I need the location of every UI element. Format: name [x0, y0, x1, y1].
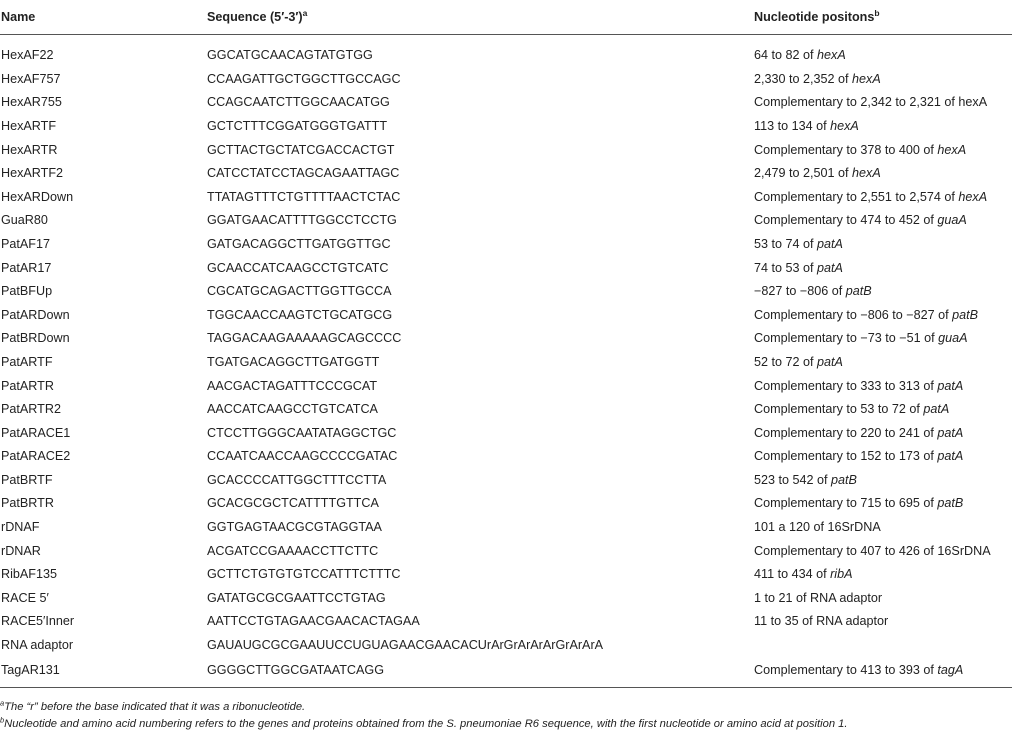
- position-text: 2,479 to 2,501 of: [754, 166, 853, 181]
- header-name: [0, 0, 206, 35]
- table-row: [0, 35, 1012, 68]
- gene-name: patA: [817, 354, 843, 369]
- primer-sequence: GCTTACTGCTATCGACCACTGT: [207, 142, 395, 157]
- nucleotide-positions: [753, 185, 1012, 209]
- position-text: 2,330 to 2,352 of: [754, 71, 853, 86]
- primer-sequence: GGCATGCAACAGTATGTGG: [207, 48, 373, 62]
- table-body: [0, 35, 1012, 688]
- primer-sequence: TGGCAACCAAGTCTGCATGCG: [207, 307, 393, 322]
- primer-sequence: GAUAUGCGCGAAUUCCUGUAGAACGAACACUrArGrArArArGrArArA: [207, 638, 604, 653]
- primer-sequence: CCAAGATTGCTGGCTTGCCAGC: [207, 71, 401, 86]
- nucleotide-positions: [753, 279, 1012, 303]
- footnote-a-mark: a: [0, 698, 5, 708]
- position-text: Complementary to 413 to 393 of: [754, 662, 938, 677]
- primer-name: PatARACE2: [1, 449, 71, 464]
- primer-name: HexARTF2: [1, 166, 64, 181]
- primer-sequence: CTCCTTGGGCAATATAGGCTGC: [207, 425, 397, 440]
- nucleotide-positions: [753, 350, 1012, 374]
- header-row: [0, 0, 1012, 35]
- header-sequence-label: Sequence (5′-3′): [207, 10, 303, 24]
- primer-sequence: CGCATGCAGACTTGGTTGCCA: [207, 284, 392, 299]
- primer-name: PatARTR: [1, 378, 54, 393]
- gene-name: patA: [937, 425, 964, 440]
- nucleotide-positions: [753, 562, 1012, 586]
- primer-sequence: GCTCTTTCGGATGGGTGATTT: [207, 118, 388, 133]
- primer-sequence: AACCATCAAGCCTGTCATCA: [207, 402, 378, 417]
- primer-sequence: GCACGCGCTCATTTTGTTCA: [207, 496, 379, 511]
- table-row: [0, 138, 1012, 162]
- table-row: [0, 657, 1012, 688]
- nucleotide-positions: [753, 209, 1012, 233]
- position-text: Complementary to 2,551 to 2,574 of: [754, 189, 959, 204]
- position-text: 74 to 53 of: [754, 260, 818, 275]
- primer-name: PatBRTF: [1, 472, 53, 487]
- header-sequence-footnote-mark: a: [302, 7, 308, 18]
- gene-name: patB: [845, 284, 872, 299]
- position-text: Complementary to 2,342 to 2,321 of hexA: [754, 95, 988, 110]
- position-text: 64 to 82 of: [754, 48, 818, 62]
- table-row: [0, 515, 1012, 539]
- table-header: [0, 0, 1012, 35]
- primer-name: PatAR17: [1, 260, 52, 275]
- table-row: [0, 492, 1012, 516]
- gene-name: guaA: [938, 331, 968, 346]
- nucleotide-positions: [753, 327, 1012, 351]
- footnote-a: [0, 699, 1012, 716]
- primer-name: rDNAR: [1, 543, 41, 558]
- gene-name: patA: [923, 402, 950, 417]
- table-row: [0, 633, 1012, 657]
- gene-name: hexA: [958, 189, 988, 204]
- primer-sequence: GATATGCGCGAATTCCTGTAG: [207, 590, 386, 605]
- primer-name: RibAF135: [1, 567, 58, 582]
- primer-name: PatARDown: [1, 307, 70, 322]
- table-row: [0, 539, 1012, 563]
- gene-name: tagA: [937, 662, 964, 677]
- primer-name: RACE 5′: [1, 590, 49, 605]
- position-text: Complementary to 378 to 400 of: [754, 142, 938, 157]
- primer-name: HexAF757: [1, 71, 61, 86]
- table-row: [0, 114, 1012, 138]
- table-row: [0, 91, 1012, 115]
- primer-name: HexAR755: [1, 95, 62, 110]
- primer-sequence: AACGACTAGATTTCCCGCAT: [207, 378, 378, 393]
- primer-sequence: TAGGACAAGAAAAAGCAGCCCC: [207, 331, 402, 346]
- footnote-b-mark: b: [0, 715, 5, 725]
- gene-name: patA: [817, 236, 843, 251]
- primer-name: GuaR80: [1, 213, 48, 228]
- position-text: 52 to 72 of: [754, 354, 818, 369]
- nucleotide-positions: [753, 397, 1012, 421]
- gene-name: hexA: [852, 166, 881, 181]
- table-row: [0, 374, 1012, 398]
- primer-name: HexARDown: [1, 189, 74, 204]
- position-text: Complementary to 715 to 695 of: [754, 496, 938, 511]
- primer-name: PatBRDown: [1, 331, 70, 346]
- table-row: [0, 161, 1012, 185]
- table-row: [0, 279, 1012, 303]
- gene-name: patA: [937, 449, 964, 464]
- table-row: [0, 67, 1012, 91]
- header-positions-footnote-mark: b: [874, 7, 880, 18]
- primer-sequence: GGTGAGTAACGCGTAGGTAA: [207, 520, 382, 535]
- position-text: −827 to −806 of: [754, 284, 846, 299]
- primer-sequence: GGGGCTTGGCGATAATCAGG: [206, 657, 753, 688]
- table-row: [0, 256, 1012, 280]
- primer-name: rDNAF: [1, 520, 40, 535]
- gene-name: guaA: [937, 213, 967, 228]
- table-row: [0, 610, 1012, 634]
- primer-sequence: GCACCCCATTGGCTTTCCTTA: [207, 472, 387, 487]
- primer-name: RACE5′Inner: [1, 614, 75, 629]
- nucleotide-positions: [753, 67, 1012, 91]
- nucleotide-positions: [753, 610, 1012, 634]
- gene-name: hexA: [937, 142, 967, 157]
- nucleotide-positions: [753, 421, 1012, 445]
- position-text: Complementary to 333 to 313 of: [754, 378, 938, 393]
- table-row: [0, 303, 1012, 327]
- position-text: Complementary to 407 to 426 of 16SrDNA: [754, 543, 991, 558]
- position-text: Complementary to 220 to 241 of: [754, 425, 938, 440]
- nucleotide-positions: [753, 445, 1012, 469]
- primer-sequence: TGATGACAGGCTTGATGGTT: [207, 354, 380, 369]
- primer-name: PatARTR2: [1, 402, 61, 417]
- primer-sequence: CCAATCAACCAAGCCCCGATAC: [207, 449, 398, 464]
- primer-name: PatARACE1: [1, 425, 71, 440]
- table-row: [0, 209, 1012, 233]
- footnote-b-text: Nucleotide and amino acid numbering refers to the genes and proteins obtained from the S. pneumoniae R6 sequence, with the first nucleotide or amino acid at position 1.: [4, 718, 848, 730]
- primer-sequence: TTATAGTTTCTGTTTTAACTCTAC: [207, 189, 401, 204]
- position-text: 11 to 35 of RNA adaptor: [754, 614, 889, 629]
- nucleotide-positions: [753, 468, 1012, 492]
- header-name-label: Name: [1, 10, 36, 24]
- primer-name: PatARTF: [1, 354, 53, 369]
- table-row: [0, 350, 1012, 374]
- primer-sequence: ACGATCCGAAAACCTTCTTC: [207, 543, 379, 558]
- nucleotide-positions: [753, 586, 1012, 610]
- position-text: Complementary to −806 to −827 of: [754, 307, 953, 322]
- gene-name: patA: [817, 260, 843, 275]
- nucleotide-positions: [753, 114, 1012, 138]
- footnotes: [0, 699, 1012, 733]
- position-text: Complementary to 53 to 72 of: [754, 402, 924, 417]
- primer-sequence: GCTTCTGTGTGTCCATTTCTTTC: [207, 567, 401, 582]
- nucleotide-positions: [753, 232, 1012, 256]
- primer-sequence: CCAGCAATCTTGGCAACATGG: [207, 95, 390, 110]
- position-text: 53 to 74 of: [754, 236, 818, 251]
- position-text: Complementary to −73 to −51 of: [754, 331, 939, 346]
- primer-name: TagAR131: [0, 657, 206, 688]
- primer-name: HexARTR: [1, 142, 58, 157]
- table-row: [0, 397, 1012, 421]
- gene-name: hexA: [830, 118, 859, 133]
- table-row: [0, 562, 1012, 586]
- primer-sequence: GGATGAACATTTTGGCCTCCTG: [207, 213, 397, 228]
- nucleotide-positions: [753, 539, 1012, 563]
- footnote-b: [0, 716, 1012, 733]
- nucleotide-positions: [753, 657, 1012, 688]
- nucleotide-positions: [753, 256, 1012, 280]
- gene-name: patA: [937, 378, 964, 393]
- nucleotide-positions: [753, 492, 1012, 516]
- gene-name: ribA: [830, 567, 853, 582]
- table-row: [0, 327, 1012, 351]
- primer-name: HexARTF: [1, 118, 57, 133]
- primer-sequence: CATCCTATCCTAGCAGAATTAGC: [207, 166, 400, 181]
- primer-name: HexAF22: [1, 48, 54, 62]
- header-positions-label: Nucleotide positons: [754, 10, 875, 24]
- nucleotide-positions: [753, 374, 1012, 398]
- gene-name: patB: [937, 496, 964, 511]
- nucleotide-positions: [753, 91, 1012, 115]
- primer-name: PatBFUp: [1, 284, 53, 299]
- nucleotide-positions: [753, 161, 1012, 185]
- table-row: [0, 421, 1012, 445]
- position-text: 1 to 21 of RNA adaptor: [754, 590, 883, 605]
- position-text: 523 to 542 of: [754, 472, 832, 487]
- position-text: Complementary to 474 to 452 of: [754, 213, 938, 228]
- nucleotide-positions: [753, 138, 1012, 162]
- primer-sequence: GATGACAGGCTTGATGGTTGC: [207, 236, 391, 251]
- gene-name: hexA: [852, 71, 881, 86]
- table-row: [0, 586, 1012, 610]
- header-sequence: [206, 0, 753, 35]
- position-text: 411 to 434 of: [754, 567, 831, 582]
- gene-name: hexA: [817, 48, 846, 62]
- table-row: [0, 232, 1012, 256]
- primer-name: PatAF17: [1, 236, 51, 251]
- primer-sequence: AATTCCTGTAGAACGAACACTAGAA: [207, 614, 420, 629]
- nucleotide-positions: [753, 303, 1012, 327]
- nucleotide-positions: [753, 515, 1012, 539]
- position-text: 113 to 134 of: [754, 118, 831, 133]
- position-text: Complementary to 152 to 173 of: [754, 449, 938, 464]
- table-row: [0, 445, 1012, 469]
- table-row: [0, 468, 1012, 492]
- table-row: [0, 185, 1012, 209]
- position-text: 101 a 120 of 16SrDNA: [754, 520, 881, 535]
- gene-name: patB: [952, 307, 979, 322]
- nucleotide-positions: [753, 35, 1012, 68]
- gene-name: patB: [831, 472, 857, 487]
- footnote-a-text: The “r” before the base indicated that it was a ribonucleotide.: [4, 701, 306, 713]
- primer-name: PatBRTR: [1, 496, 54, 511]
- primer-sequence: GCAACCATCAAGCCTGTCATC: [207, 260, 389, 275]
- primer-name: RNA adaptor: [1, 638, 74, 653]
- nucleotide-positions: [753, 633, 1012, 657]
- header-positions: [753, 0, 1012, 35]
